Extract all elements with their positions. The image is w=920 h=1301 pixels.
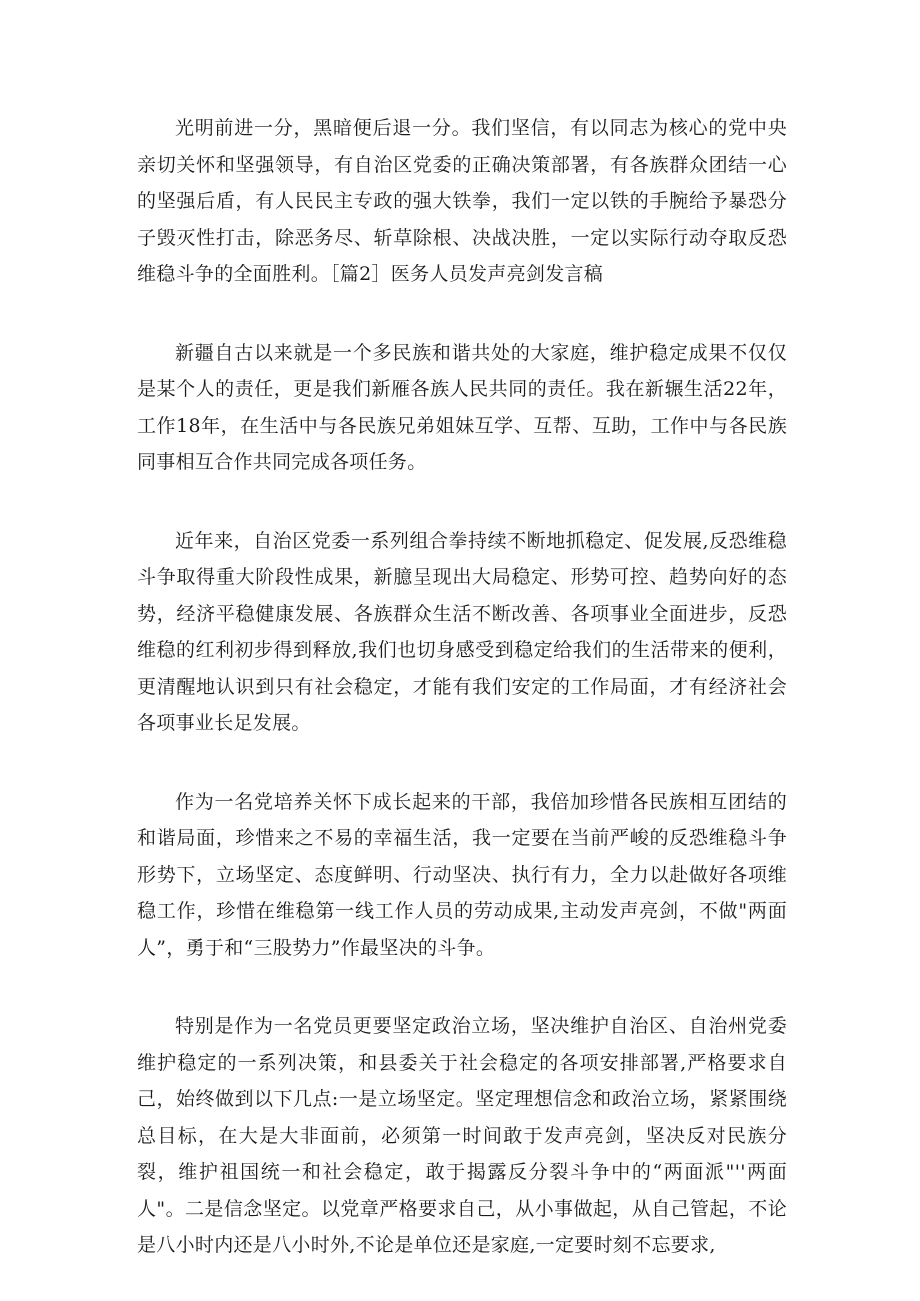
paragraph-3: 近年来，自治区党委一系列组合拳持续不断地抓稳定、促发展,反恐维稳斗争取得重大阶段性成果，新臆呈现出大局稳定、形势可控、趋势向好的态势，经济平稳健康发展、各族群众生活不断改善、各项事业全面进步，反恐维稳的红利初步得到释放,我们也切身感受到稳定给我们的生活带来的便利，更清醒地认识到只有社会稳定，才能有我们安定的工作局面，才有经济社会各项事业长足发展。 <box>137 529 787 734</box>
paragraph-1: 光明前进一分，黑暗便后退一分。我们坚信，有以同志为核心的党中央亲切关怀和坚强领导，有自治区党委的正确决策部署，有各族群众团结一心的坚强后盾，有人民民主专政的强大铁拳，我们一定以铁的手腕给予暴恐分子毁灭性打击，除恶务尽、斩草除根、决战决胜，一定以实际行动夺取反恐维稳斗争的全面胜利。［篇2］医务人员发声亮剑发言稿 <box>137 117 787 285</box>
document-body <box>137 110 787 1264</box>
paragraph-4: 作为一名党培养关怀下成长起来的干部，我倍加珍惜各民族相互团结的和谐局面，珍惜来之不易的幸福生活，我一定要在当前严峻的反恐维稳斗争形势下，立场坚定、态度鲜明、行动坚决、执行有力，全力以赴做好各项维稳工作，珍惜在维稳第一线工作人员的劳动成果,主动发声亮剑，不做"两面人”，勇于和“三股势力”作最坚决的斗争。 <box>137 790 787 959</box>
paragraph-5: 特别是作为一名党员更要坚定政治立场，坚决维护自治区、自治州党委维护稳定的一系列决策，和县委关于社会稳定的各项安排部署,严格要求自己，始终做到以下几点:一是立场坚定。坚定理想信念和政治立场，紧紧围绕总目标，在大是大非面前，必须第一时间敢于发声亮剑，坚决反对民族分裂，维护祖国统一和社会稳定，敢于揭露反分裂斗争中的“两面派"''两面人"。二是信念坚定。以党章严格要求自己，从小事做起，从自己管起，不论是八小时内还是八小时外,不论是单位还是家庭,一定要时刻不忘要求, <box>137 1015 787 1256</box>
paragraph-2: 新疆自古以来就是一个多民族和谐共处的大家庭，维护稳定成果不仅仅是某个人的责任，更是我们新雁各族人民共同的责任。我在新辗生活22年，工作18年，在生活中与各民族兄弟姐妹互学、互帮、互助，工作中与各民族同事相互合作共同完成各项任务。 <box>137 341 787 473</box>
